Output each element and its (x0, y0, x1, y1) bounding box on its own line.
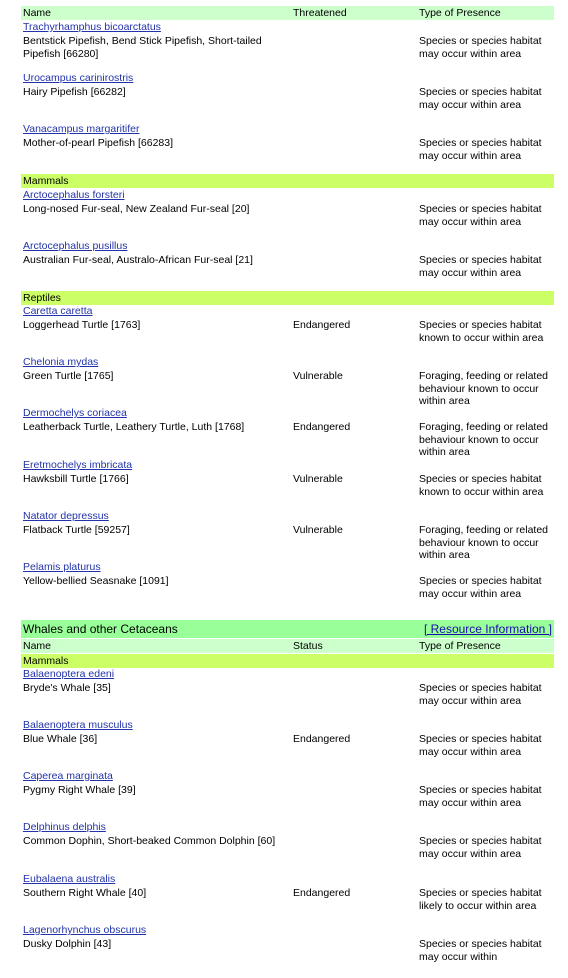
common-name: Mother-of-pearl Pipefish [66283] (23, 137, 173, 149)
table-header (21, 6, 554, 20)
status: Vulnerable (293, 370, 343, 382)
species-link[interactable]: Trachyrhamphus bicoarctatus (23, 21, 161, 33)
species-link[interactable]: Eubalaena australis (23, 873, 116, 885)
species-link[interactable]: Dermochelys coriacea (23, 407, 127, 419)
common-name: Bryde's Whale [35] (23, 682, 111, 694)
table-row (23, 189, 554, 237)
table-row (23, 561, 554, 609)
table-header (21, 639, 554, 653)
status: Endangered (293, 319, 351, 331)
species-link[interactable]: Caretta caretta (23, 305, 93, 317)
status: Endangered (293, 887, 351, 899)
header-presence: Type of Presence (419, 7, 501, 19)
species-link[interactable]: Pelamis platurus (23, 561, 101, 573)
header-name: Name (23, 7, 52, 19)
common-name: Common Dophin, Short-beaked Common Dolphin [60] (23, 835, 276, 847)
table-row (23, 821, 554, 869)
status: Endangered (293, 733, 351, 745)
section-title: Whales and other Cetaceans (23, 622, 178, 636)
species-link[interactable]: Arctocephalus forsteri (23, 189, 125, 201)
common-name: Yellow-bellied Seasnake [1091] (23, 575, 169, 587)
group-label: Reptiles (23, 292, 61, 304)
presence: Species or species habitat known to occur within area (419, 473, 544, 498)
resource-information-link[interactable]: [ Resource Information ] (423, 622, 552, 636)
table-row (23, 72, 554, 120)
species-link[interactable]: Chelonia mydas (23, 356, 99, 368)
group-label: Mammals (23, 655, 69, 667)
table-row (23, 668, 554, 716)
status: Endangered (293, 421, 351, 433)
common-name: Green Turtle [1765] (23, 370, 114, 382)
group-label: Mammals (23, 175, 69, 187)
presence: Species or species habitat may occur within area (419, 137, 542, 162)
common-name: Blue Whale [36] (23, 733, 98, 745)
presence: Species or species habitat may occur within area (419, 682, 542, 707)
common-name: Long-nosed Fur-seal, New Zealand Fur-seal [20] (23, 203, 250, 215)
table-row (23, 305, 554, 353)
species-link[interactable]: Arctocephalus pusillus (23, 240, 128, 252)
presence: Species or species habitat known to occur within area (419, 319, 544, 344)
header-threatened: Threatened (293, 7, 347, 19)
header-status: Status (293, 640, 323, 652)
table-row (23, 123, 554, 171)
table-row (23, 770, 554, 818)
status: Vulnerable (293, 473, 343, 485)
group-band-mammals (21, 654, 554, 668)
common-name: Flatback Turtle [59257] (23, 524, 130, 536)
common-name: Leatherback Turtle, Leathery Turtle, Luth [1768] (23, 421, 245, 433)
species-link[interactable]: Balaenoptera musculus (23, 719, 133, 731)
common-name: Dusky Dolphin [43] (23, 938, 112, 950)
species-link[interactable]: Urocampus carinirostris (23, 72, 134, 84)
presence: Foraging, feeding or related behaviour known to occur within area (419, 421, 548, 458)
header-name: Name (23, 640, 52, 652)
common-name: Loggerhead Turtle [1763] (23, 319, 141, 331)
presence: Species or species habitat may occur within area (419, 35, 542, 60)
common-name: Bentstick Pipefish, Bend Stick Pipefish, Short-tailed Pipefish [66280] (23, 35, 262, 60)
table-row (23, 510, 554, 561)
group-band-mammals (21, 174, 554, 188)
table-row (23, 924, 554, 972)
presence: Species or species habitat may occur within area (419, 575, 542, 600)
section-title-band (21, 620, 554, 638)
presence: Species or species habitat may occur within area (419, 86, 542, 111)
common-name: Pygmy Right Whale [39] (23, 784, 136, 796)
common-name: Australian Fur-seal, Australo-African Fur-seal [21] (23, 254, 253, 266)
table-row (23, 873, 554, 921)
presence: Species or species habitat may occur within area (419, 835, 542, 860)
presence: Species or species habitat may occur within area (419, 733, 542, 758)
species-link[interactable]: Vanacampus margaritifer (23, 123, 140, 135)
species-link[interactable]: Balaenoptera edeni (23, 668, 115, 680)
presence: Species or species habitat may occur within (419, 938, 542, 963)
presence: Foraging, feeding or related behaviour known to occur within area (419, 370, 548, 407)
species-link[interactable]: Lagenorhynchus obscurus (23, 924, 147, 936)
table-row (23, 21, 554, 69)
species-link[interactable]: Caperea marginata (23, 770, 113, 782)
group-band-reptiles (21, 291, 554, 305)
presence: Species or species habitat may occur within area (419, 203, 542, 228)
header-presence: Type of Presence (419, 640, 501, 652)
common-name: Hawksbill Turtle [1766] (23, 473, 129, 485)
common-name: Hairy Pipefish [66282] (23, 86, 126, 98)
table-row (23, 356, 554, 407)
table-row (23, 240, 554, 288)
species-link[interactable]: Natator depressus (23, 510, 109, 522)
presence: Species or species habitat may occur within area (419, 254, 542, 279)
table-row (23, 719, 554, 767)
table-row (23, 459, 554, 507)
species-link[interactable]: Delphinus delphis (23, 821, 106, 833)
common-name: Southern Right Whale [40] (23, 887, 147, 899)
presence: Species or species habitat likely to occur within area (419, 887, 542, 912)
status: Vulnerable (293, 524, 343, 536)
table-row (23, 407, 554, 458)
presence: Foraging, feeding or related behaviour known to occur within area (419, 524, 548, 561)
species-link[interactable]: Eretmochelys imbricata (23, 459, 133, 471)
presence: Species or species habitat may occur within area (419, 784, 542, 809)
